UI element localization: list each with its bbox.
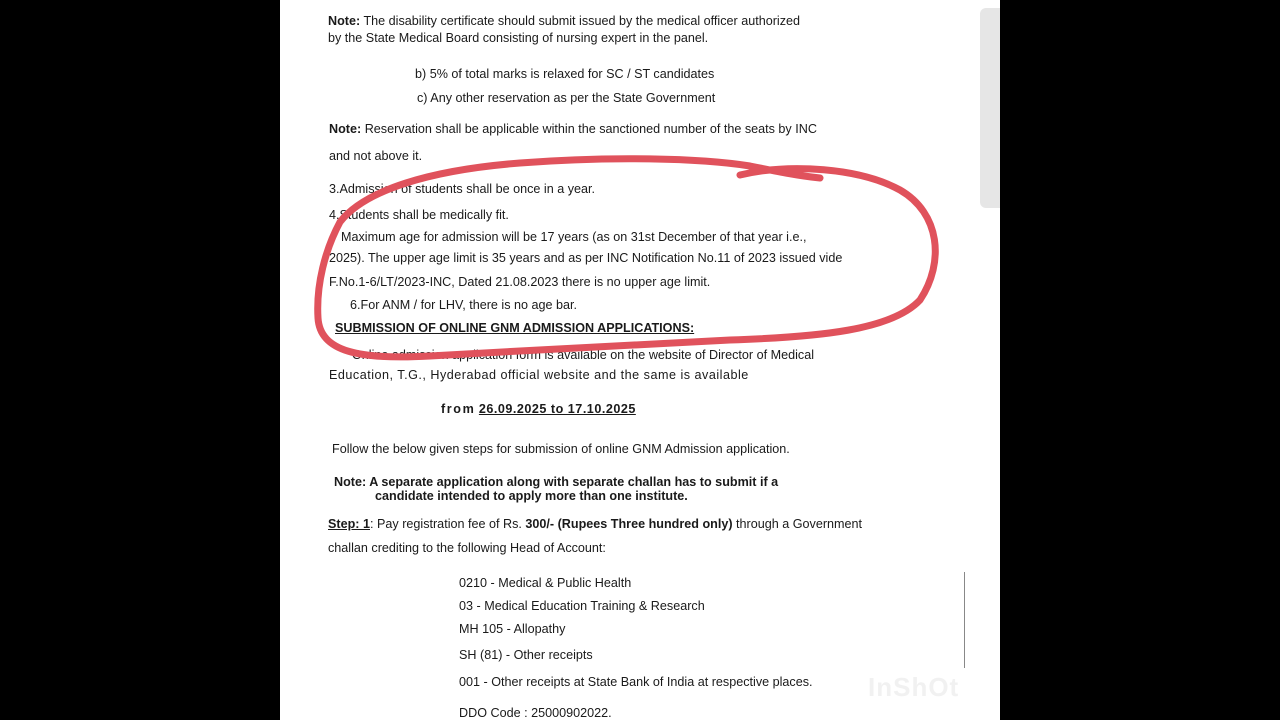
page-edge-line: [964, 572, 965, 668]
item-b: b) 5% of total marks is relaxed for SC / ST candidates: [415, 67, 715, 81]
note1-line1: Note: The disability certificate should submit issued by the medical officer authorized: [328, 14, 801, 28]
step1-label: Step: 1: [328, 517, 370, 531]
note3-line2: candidate intended to apply more than one institute.: [375, 489, 688, 503]
note3-line1: Note: A separate application along with separate challan has to submit if a: [334, 475, 779, 489]
item-6: 6.For ANM / for LHV, there is no age bar.: [350, 298, 578, 312]
note1-label: Note:: [328, 14, 361, 28]
document-page: [280, 0, 1000, 720]
online-line1: Online admission application form is available on the website of Director of Medical: [352, 348, 814, 362]
item-c: c) Any other reservation as per the State Government: [417, 91, 716, 105]
step1-line2: challan crediting to the following Head of Account:: [328, 541, 606, 555]
submission-heading: SUBMISSION OF ONLINE GNM ADMISSION APPLICATIONS:: [335, 321, 695, 335]
account-line: MH 105 - Allopathy: [459, 622, 566, 636]
item-5-line3: F.No.1-6/LT/2023-INC, Dated 21.08.2023 there is no upper age limit.: [329, 275, 711, 289]
online-line2: Education, T.G., Hyderabad official website and the same is available: [329, 368, 749, 382]
note3-label: Note:: [334, 475, 367, 489]
date-from: from: [441, 402, 476, 416]
note2-label: Note:: [329, 122, 362, 136]
note1-line2: by the State Medical Board consisting of nursing expert in the panel.: [328, 31, 709, 45]
date-range-line: [441, 401, 636, 417]
account-line: 001 - Other receipts at State Bank of India at respective places.: [459, 675, 813, 689]
account-line: 03 - Medical Education Training & Research: [459, 599, 705, 613]
note2-line2: and not above it.: [329, 149, 423, 163]
account-line: SH (81) - Other receipts: [459, 648, 593, 662]
step1-fee: 300/- (Rupees Three hundred only): [525, 517, 733, 531]
watermark: InShOt: [868, 672, 960, 702]
note2-line1: Note: Reservation shall be applicable within the sanctioned number of the seats by INC: [329, 122, 817, 136]
item-4: 4.Students shall be medically fit.: [329, 208, 509, 222]
ddo-code: DDO Code : 25000902022.: [459, 706, 612, 720]
step1-line1: Step: 1: Pay registration fee of Rs. 300/- (Rupees Three hundred only) through a Government: [328, 517, 863, 531]
item-3: 3.Admission of students shall be once in a year.: [329, 182, 596, 196]
scrollbar-thumb[interactable]: [980, 8, 1000, 208]
item-5-line2: 2025). The upper age limit is 35 years and as per INC Notification No.11 of 2023 issued vide: [329, 251, 843, 265]
account-line: 0210 - Medical & Public Health: [459, 576, 632, 590]
date-range: 26.09.2025 to 17.10.2025: [478, 402, 636, 416]
item-5-line1: Maximum age for admission will be 17 years (as on 31st December of that year i.e.,: [341, 230, 807, 244]
follow-line: Follow the below given steps for submission of online GNM Admission application.: [332, 442, 790, 456]
